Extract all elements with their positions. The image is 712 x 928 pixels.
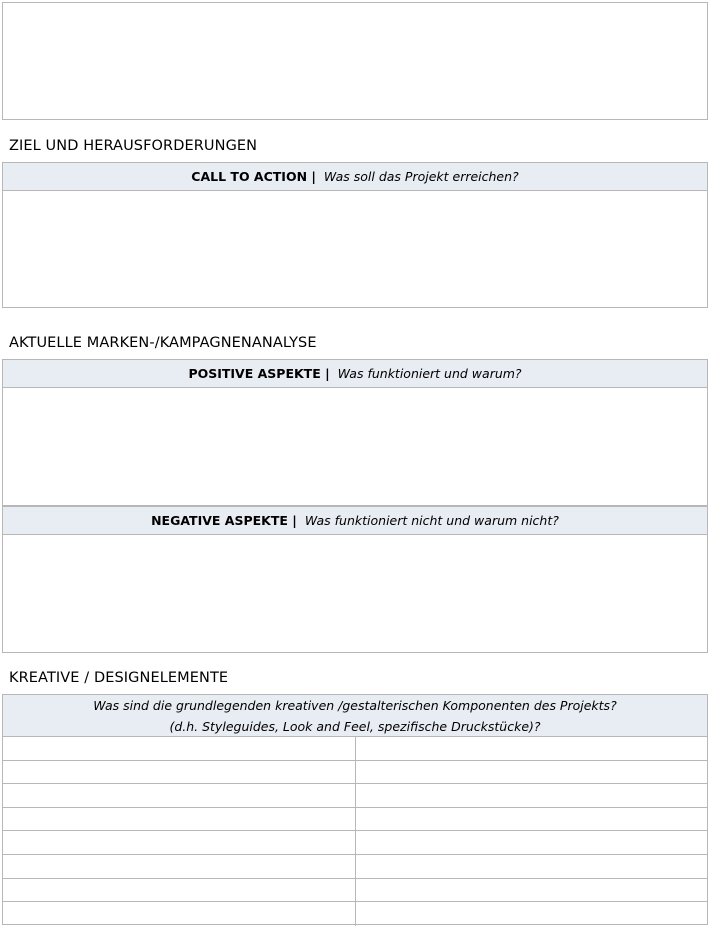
design-elements-hint: (d.h. Styleguides, Look and Feel, spezifische Druckstücke)? bbox=[169, 719, 541, 734]
call-to-action-header bbox=[2, 162, 708, 191]
negative-aspects-header bbox=[2, 506, 708, 535]
positive-aspects-header bbox=[2, 359, 708, 388]
table-cell-left[interactable] bbox=[3, 902, 356, 926]
table-row bbox=[3, 855, 707, 879]
table-cell-left[interactable] bbox=[3, 831, 356, 854]
positive-aspects-question: Was funktioniert und warum? bbox=[337, 366, 522, 381]
positive-aspects-text-area[interactable] bbox=[2, 388, 708, 506]
table-cell-left[interactable] bbox=[3, 808, 356, 831]
table-cell-right[interactable] bbox=[356, 831, 708, 854]
table-cell-right[interactable] bbox=[356, 784, 708, 807]
table-cell-left[interactable] bbox=[3, 855, 356, 878]
section-title-ziel: ZIEL UND HERAUSFORDERUNGEN bbox=[9, 138, 258, 154]
call-to-action-question: Was soll das Projekt erreichen? bbox=[323, 169, 519, 184]
design-elements-header bbox=[2, 694, 708, 737]
design-elements-question: Was sind die grundlegenden kreativen /gestalterischen Komponenten des Projekts? bbox=[93, 698, 617, 713]
table-cell-right[interactable] bbox=[356, 761, 708, 784]
section-title-kreativ: KREATIVE / DESIGNELEMENTE bbox=[9, 670, 229, 686]
table-row bbox=[3, 831, 707, 855]
table-cell-left[interactable] bbox=[3, 879, 356, 902]
table-row bbox=[3, 784, 707, 808]
table-row bbox=[3, 737, 707, 761]
table-cell-left[interactable] bbox=[3, 784, 356, 807]
table-cell-right[interactable] bbox=[356, 902, 708, 926]
negative-aspects-question: Was funktioniert nicht und warum nicht? bbox=[304, 513, 559, 528]
table-row bbox=[3, 761, 707, 785]
call-to-action-label: CALL TO ACTION | bbox=[191, 169, 316, 184]
table-row bbox=[3, 808, 707, 832]
table-cell-right[interactable] bbox=[356, 879, 708, 902]
design-elements-table bbox=[2, 737, 708, 925]
call-to-action-text-area[interactable] bbox=[2, 191, 708, 308]
table-row bbox=[3, 902, 707, 926]
positive-aspects-label: POSITIVE ASPEKTE | bbox=[188, 366, 330, 381]
table-cell-right[interactable] bbox=[356, 737, 708, 760]
top-text-area[interactable] bbox=[2, 2, 708, 120]
table-cell-right[interactable] bbox=[356, 855, 708, 878]
table-cell-right[interactable] bbox=[356, 808, 708, 831]
section-title-analyse: AKTUELLE MARKEN-/KAMPAGNENANALYSE bbox=[9, 335, 317, 351]
table-cell-left[interactable] bbox=[3, 737, 356, 760]
negative-aspects-label: NEGATIVE ASPEKTE | bbox=[151, 513, 297, 528]
table-cell-left[interactable] bbox=[3, 761, 356, 784]
table-row bbox=[3, 879, 707, 903]
negative-aspects-text-area[interactable] bbox=[2, 535, 708, 653]
